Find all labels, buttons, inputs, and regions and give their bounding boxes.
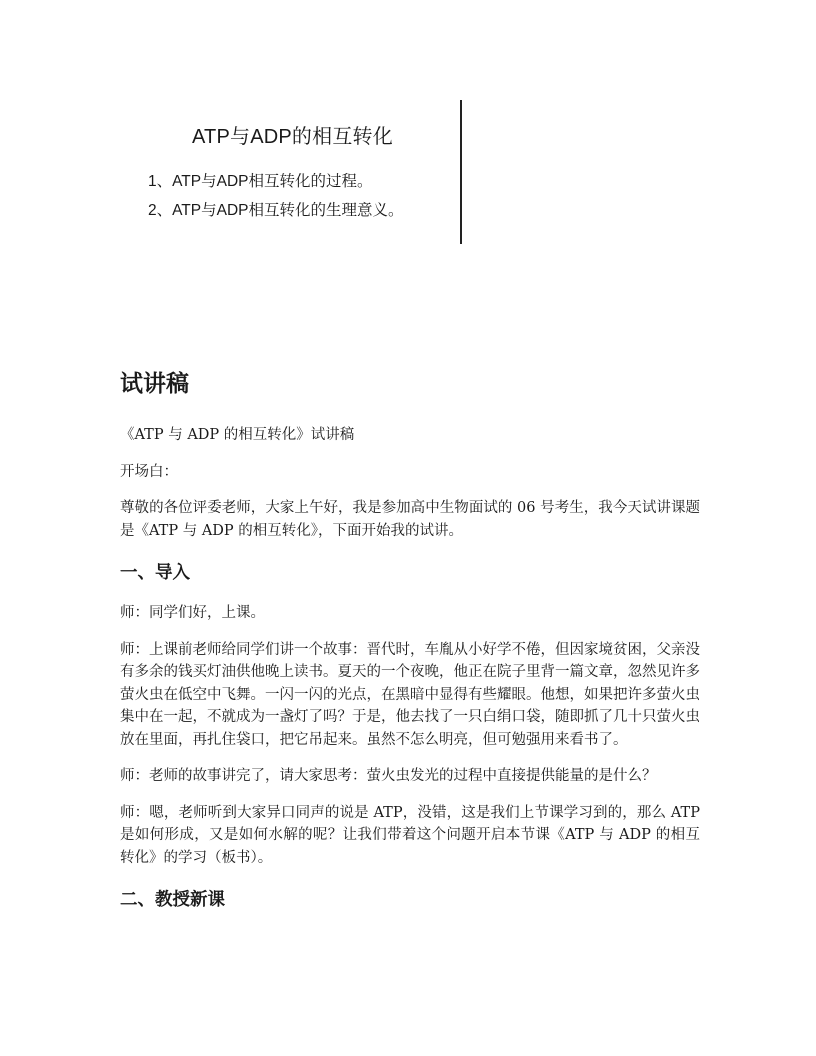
board-design bbox=[120, 100, 465, 245]
document-subtitle: 《ATP 与 ADP 的相互转化》试讲稿 bbox=[120, 427, 355, 443]
paragraph: 师：嗯，老师听到大家异口同声的说是 ATP，没错，这是我们上节课学习到的，那么 ATP 是如何形成，又是如何水解的呢？让我们带着这个问题开启本节课《ATP 与 ADP 的相互转化》的学习（板书）。 bbox=[120, 804, 700, 866]
opening-text: 尊敬的各位评委老师，大家上午好，我是参加高中生物面试的 06 号考生，我今天试讲课题是《ATP 与 ADP 的相互转化》，下面开始我的试讲。 bbox=[120, 500, 700, 539]
board-item-1: 1、ATP与ADP相互转化的过程。 bbox=[148, 173, 373, 190]
opening-label: 开场白： bbox=[120, 463, 178, 480]
document-heading: 试讲稿 bbox=[120, 371, 189, 397]
board-item-2: 2、ATP与ADP相互转化的生理意义。 bbox=[148, 202, 404, 219]
paragraph: 师：同学们好，上课。 bbox=[120, 605, 265, 621]
document-body bbox=[120, 368, 700, 929]
board-title: ATP与ADP的相互转化 bbox=[192, 126, 393, 148]
board-divider bbox=[460, 100, 462, 244]
paragraph: 师：老师的故事讲完了，请大家思考：萤火虫发光的过程中直接提供能量的是什么？ bbox=[120, 768, 657, 784]
section-heading-introduction: 一、导入 bbox=[120, 563, 190, 583]
paragraph: 师：上课前老师给同学们讲一个故事：晋代时，车胤从小好学不倦，但因家境贫困，父亲没有多余的钱买灯油供他晚上读书。夏天的一个夜晚，他正在院子里背一篇文章，忽然见许多萤火虫在低空中飞舞。一闪一闪的光点，在黑暗中显得有些耀眼。他想，如果把许多萤火虫集中在一起，不就成为一盏灯了吗？于是，他去找了一只白绢口袋，随即抓了几十只萤火虫放在里面，再扎住袋口，把它吊起来。虽然不怎么明亮，但可勉强用来看书了。 bbox=[120, 641, 700, 748]
section-heading-new-lesson: 二、教授新课 bbox=[120, 890, 225, 910]
